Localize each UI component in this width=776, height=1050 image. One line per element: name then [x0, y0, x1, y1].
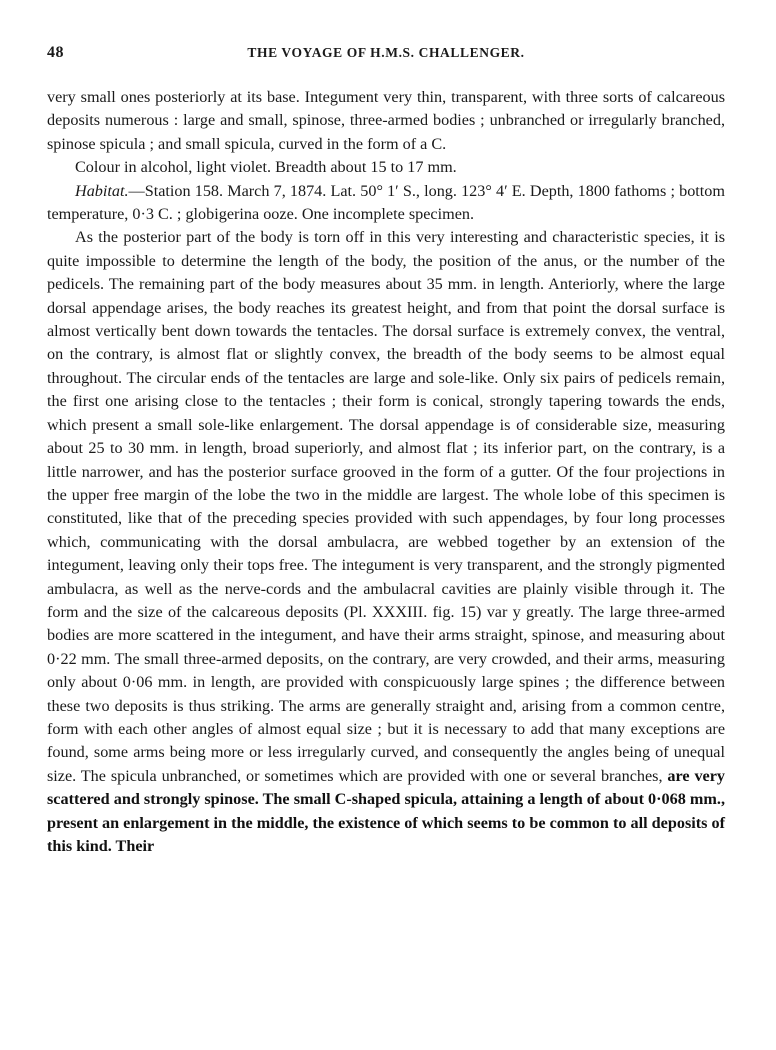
page-number: 48: [47, 44, 64, 61]
paragraph-1: very small ones posteriorly at its base. Integument very thin, transparent, with three sorts of calcareous deposits numerous : large and small, spinose, three-armed bodies ; unbranched or irregularly branched, spinose spicula ; and small spicula, curved in the form of a C.: [47, 88, 725, 153]
description-text: As the posterior part of the body is torn off in this very interesting and characteristic species, it is quite impossible to determine the length of the body, the position of the anus, or the number of the pedicels. The remaining part of the body measures about 35 mm. in length. Anteriorly, where the large dorsal appendage arises, the body reaches its greatest height, and from that point the dorsal surface is almost vertically bent down towards the tentacles. The dorsal surface is extremely convex, the ventral, on the contrary, is almost flat or slightly convex, the breadth of the body seems to be almost equal throughout. The circular ends of the tentacles are large and sole-like. Only six pairs of pedicels remain, the first one arising close to the tentacles ; their form is conical, strongly tapering towards the ends, which present a small sole-like enlargement. The dorsal appendage is of considerable size, measuring about 25 to 30 mm. in length, broad superiorly, and almost flat ; its inferior part, on the contrary, is a little narrower, and has the posterior surface grooved in the form of a gutter. Of the four projections in the upper free margin of the lobe the two in the middle are largest. The whole lobe of this specimen is constituted, like that of the preceding species provided with such appendages, by four long processes which, communicating with the dorsal ambulacra, are webbed together by an extension of the integument, leaving only their tops free. The integument is very transparent, and the strongly pigmented ambulacra, as well as the nerve-cords and the ambulacral cavities are plainly visible through it. The form and the size of the calcareous deposits (Pl. XXXIII. fig. 15) var y greatly. The large three-armed bodies are more scattered in the integument, and have their arms straight, spinose, and measuring about 0·22 mm. The small three-armed deposits, on the contrary, are very crowded, and their arms, measuring only about 0·06 mm. in length, are provided with conspicuously large spines ; the difference between these two deposits is thus striking. The arms are generally straight and, arising from a common centre, form with each other angles of almost equal size ; but it is necessary to add that many exceptions are found, some arms being more or less irregularly curved, and consequently the angles being of unequal size. The spicula unbranched, or sometimes which are provided with one or several branches,: [47, 228, 725, 785]
body-text: [47, 86, 725, 858]
running-title: THE VOYAGE OF H.M.S. CHALLENGER.: [247, 45, 525, 60]
paragraph-description: [47, 226, 725, 858]
paragraph-colour: Colour in alcohol, light violet. Breadth about 15 to 17 mm.: [75, 158, 457, 177]
paragraph-habitat: [47, 180, 725, 227]
description-text-dark: are very scattered and strongly spinose. The small C-shaped spicula, attaining a length of about 0·068 mm., present an enlargement in the middle, the existence of which seems to be common to all deposits of this kind. Their: [47, 766, 726, 855]
page-header: [47, 44, 725, 66]
habitat-text: —Station 158. March 7, 1874. Lat. 50° 1′ S., long. 123° 4′ E. Depth, 1800 fathoms ; bottom temperature, 0·3 C. ; globigerina ooze. One incomplete specimen.: [47, 181, 725, 224]
page: [47, 44, 725, 858]
habitat-label: Habitat.: [75, 181, 129, 200]
